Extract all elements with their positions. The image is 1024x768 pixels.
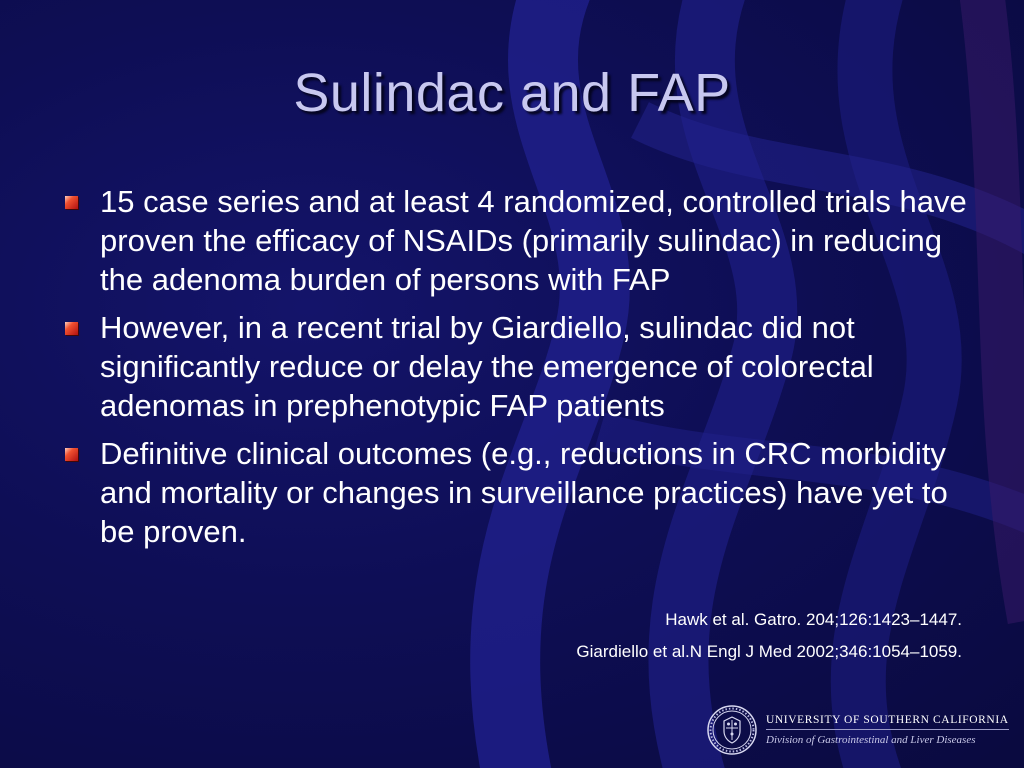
usc-logo	[706, 704, 1009, 756]
bullet-item	[62, 308, 967, 425]
bullet-item	[62, 434, 967, 551]
bullet-list	[62, 182, 967, 560]
slide-title: Sulindac and FAP	[293, 63, 731, 123]
references	[576, 604, 962, 668]
red-square-bullet-icon	[65, 322, 78, 335]
reference-line: Giardiello et al.N Engl J Med 2002;346:1054–1059.	[576, 642, 962, 661]
usc-seal-icon	[706, 704, 758, 756]
division-name: Division of Gastrointestinal and Liver Diseases	[766, 734, 976, 746]
bullet-text: However, in a recent trial by Giardiello, sulindac did not significantly reduce or delay the emergence of colorectal adenomas in prephenotypic FAP patients	[100, 310, 874, 423]
institution-name: UNIVERSITY OF SOUTHERN CALIFORNIA	[766, 714, 1009, 730]
bullet-text: 15 case series and at least 4 randomized, controlled trials have proven the efficacy of NSAIDs (primarily sulindac) in reducing the adenoma burden of persons with FAP	[100, 184, 967, 297]
red-square-bullet-icon	[65, 448, 78, 461]
reference-line: Hawk et al. Gatro. 204;126:1423–1447.	[665, 610, 962, 629]
bullet-text: Definitive clinical outcomes (e.g., reductions in CRC morbidity and mortality or changes in surveillance practices) have yet to be proven.	[100, 436, 948, 549]
bullet-item	[62, 182, 967, 299]
red-square-bullet-icon	[65, 196, 78, 209]
